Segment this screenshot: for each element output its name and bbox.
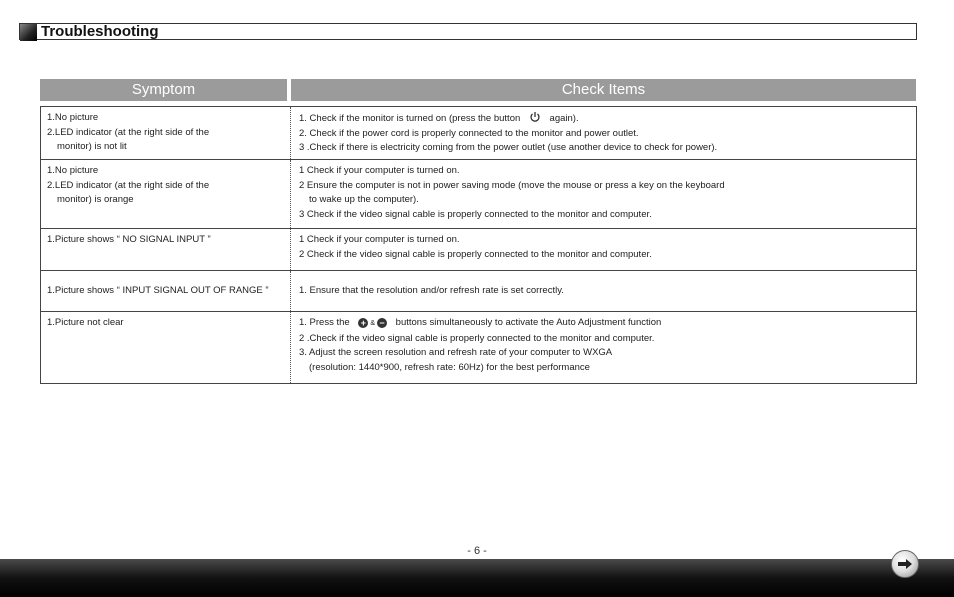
check-cell <box>291 229 916 270</box>
symptom-cell <box>41 271 291 311</box>
page-number: - 6 - <box>467 545 487 557</box>
check-line: 2 Check if the video signal cable is properly connected to the monitor and computer. <box>299 248 652 260</box>
check-line: 2 .Check if the video signal cable is properly connected to the monitor and computer. <box>299 332 655 344</box>
check-line: 1 Check if your computer is turned on. <box>299 234 460 245</box>
symptom-line: 1.No picture <box>47 112 99 123</box>
check-cell <box>291 107 916 159</box>
check-items-header: Check Items <box>291 79 916 101</box>
symptom-cell <box>41 312 291 383</box>
check-line: 3. Adjust the screen resolution and refresh rate of your computer to WXGA <box>299 347 613 358</box>
symptom-line: 1.Picture shows “ NO SIGNAL INPUT ” <box>47 234 211 245</box>
power-icon <box>529 111 541 123</box>
check-cell <box>291 271 916 311</box>
table-row <box>41 229 916 271</box>
check-line <box>299 316 908 332</box>
symptom-line: monitor) is not lit <box>57 141 127 152</box>
symptom-line: 2.LED indicator (at the right side of the <box>47 179 210 191</box>
symptom-line: 2.LED indicator (at the right side of the <box>47 126 210 138</box>
table-row <box>41 271 916 312</box>
symptom-line: monitor) is orange <box>57 194 134 205</box>
check-line <box>299 111 908 127</box>
page-title: Troubleshooting <box>41 23 159 40</box>
check-line: 1. Ensure that the resolution and/or refresh rate is set correctly. <box>299 284 564 296</box>
symptom-line: 1.Picture shows “ INPUT SIGNAL OUT OF RANGE ” <box>47 284 269 296</box>
troubleshooting-table <box>40 106 917 384</box>
ampersand: & <box>370 320 376 327</box>
auto-adjust-buttons <box>358 317 389 328</box>
symptom-line: 1.Picture not clear <box>47 317 124 328</box>
check-text: buttons simultaneously to activate the Auto Adjustment function <box>395 317 662 328</box>
check-text: 1. Press the <box>299 317 350 328</box>
check-text: again). <box>549 113 579 124</box>
check-line: 1 Check if your computer is turned on. <box>299 165 460 176</box>
check-line: 2. Check if the power cord is properly connected to the monitor and power outlet. <box>299 127 639 139</box>
symptom-cell <box>41 107 291 159</box>
plus-button-icon: + <box>358 318 368 328</box>
check-line: to wake up the computer). <box>309 194 419 205</box>
check-line: 3 .Check if there is electricity coming from the power outlet (use another device to check for power). <box>299 142 718 153</box>
check-line: 2 Ensure the computer is not in power saving mode (move the mouse or press a key on the keyboard <box>299 179 725 191</box>
symptom-cell <box>41 160 291 228</box>
symptom-header: Symptom <box>40 79 287 101</box>
table-row <box>41 107 916 160</box>
minus-button-icon: − <box>377 318 387 328</box>
check-cell <box>291 160 916 228</box>
check-line: 3 Check if the video signal cable is properly connected to the monitor and computer. <box>299 208 652 220</box>
check-line: (resolution: 1440*900, refresh rate: 60Hz) for the best performance <box>309 361 590 373</box>
table-row <box>41 160 916 229</box>
title-marker <box>20 24 37 41</box>
next-arrow-icon[interactable] <box>891 550 919 578</box>
footer-bar <box>0 559 954 597</box>
table-row <box>41 312 916 383</box>
check-cell <box>291 312 916 383</box>
symptom-cell <box>41 229 291 270</box>
symptom-line: 1.No picture <box>47 165 99 176</box>
check-text: 1. Check if the monitor is turned on (press the button <box>299 113 521 124</box>
section-title-bar <box>19 23 917 40</box>
